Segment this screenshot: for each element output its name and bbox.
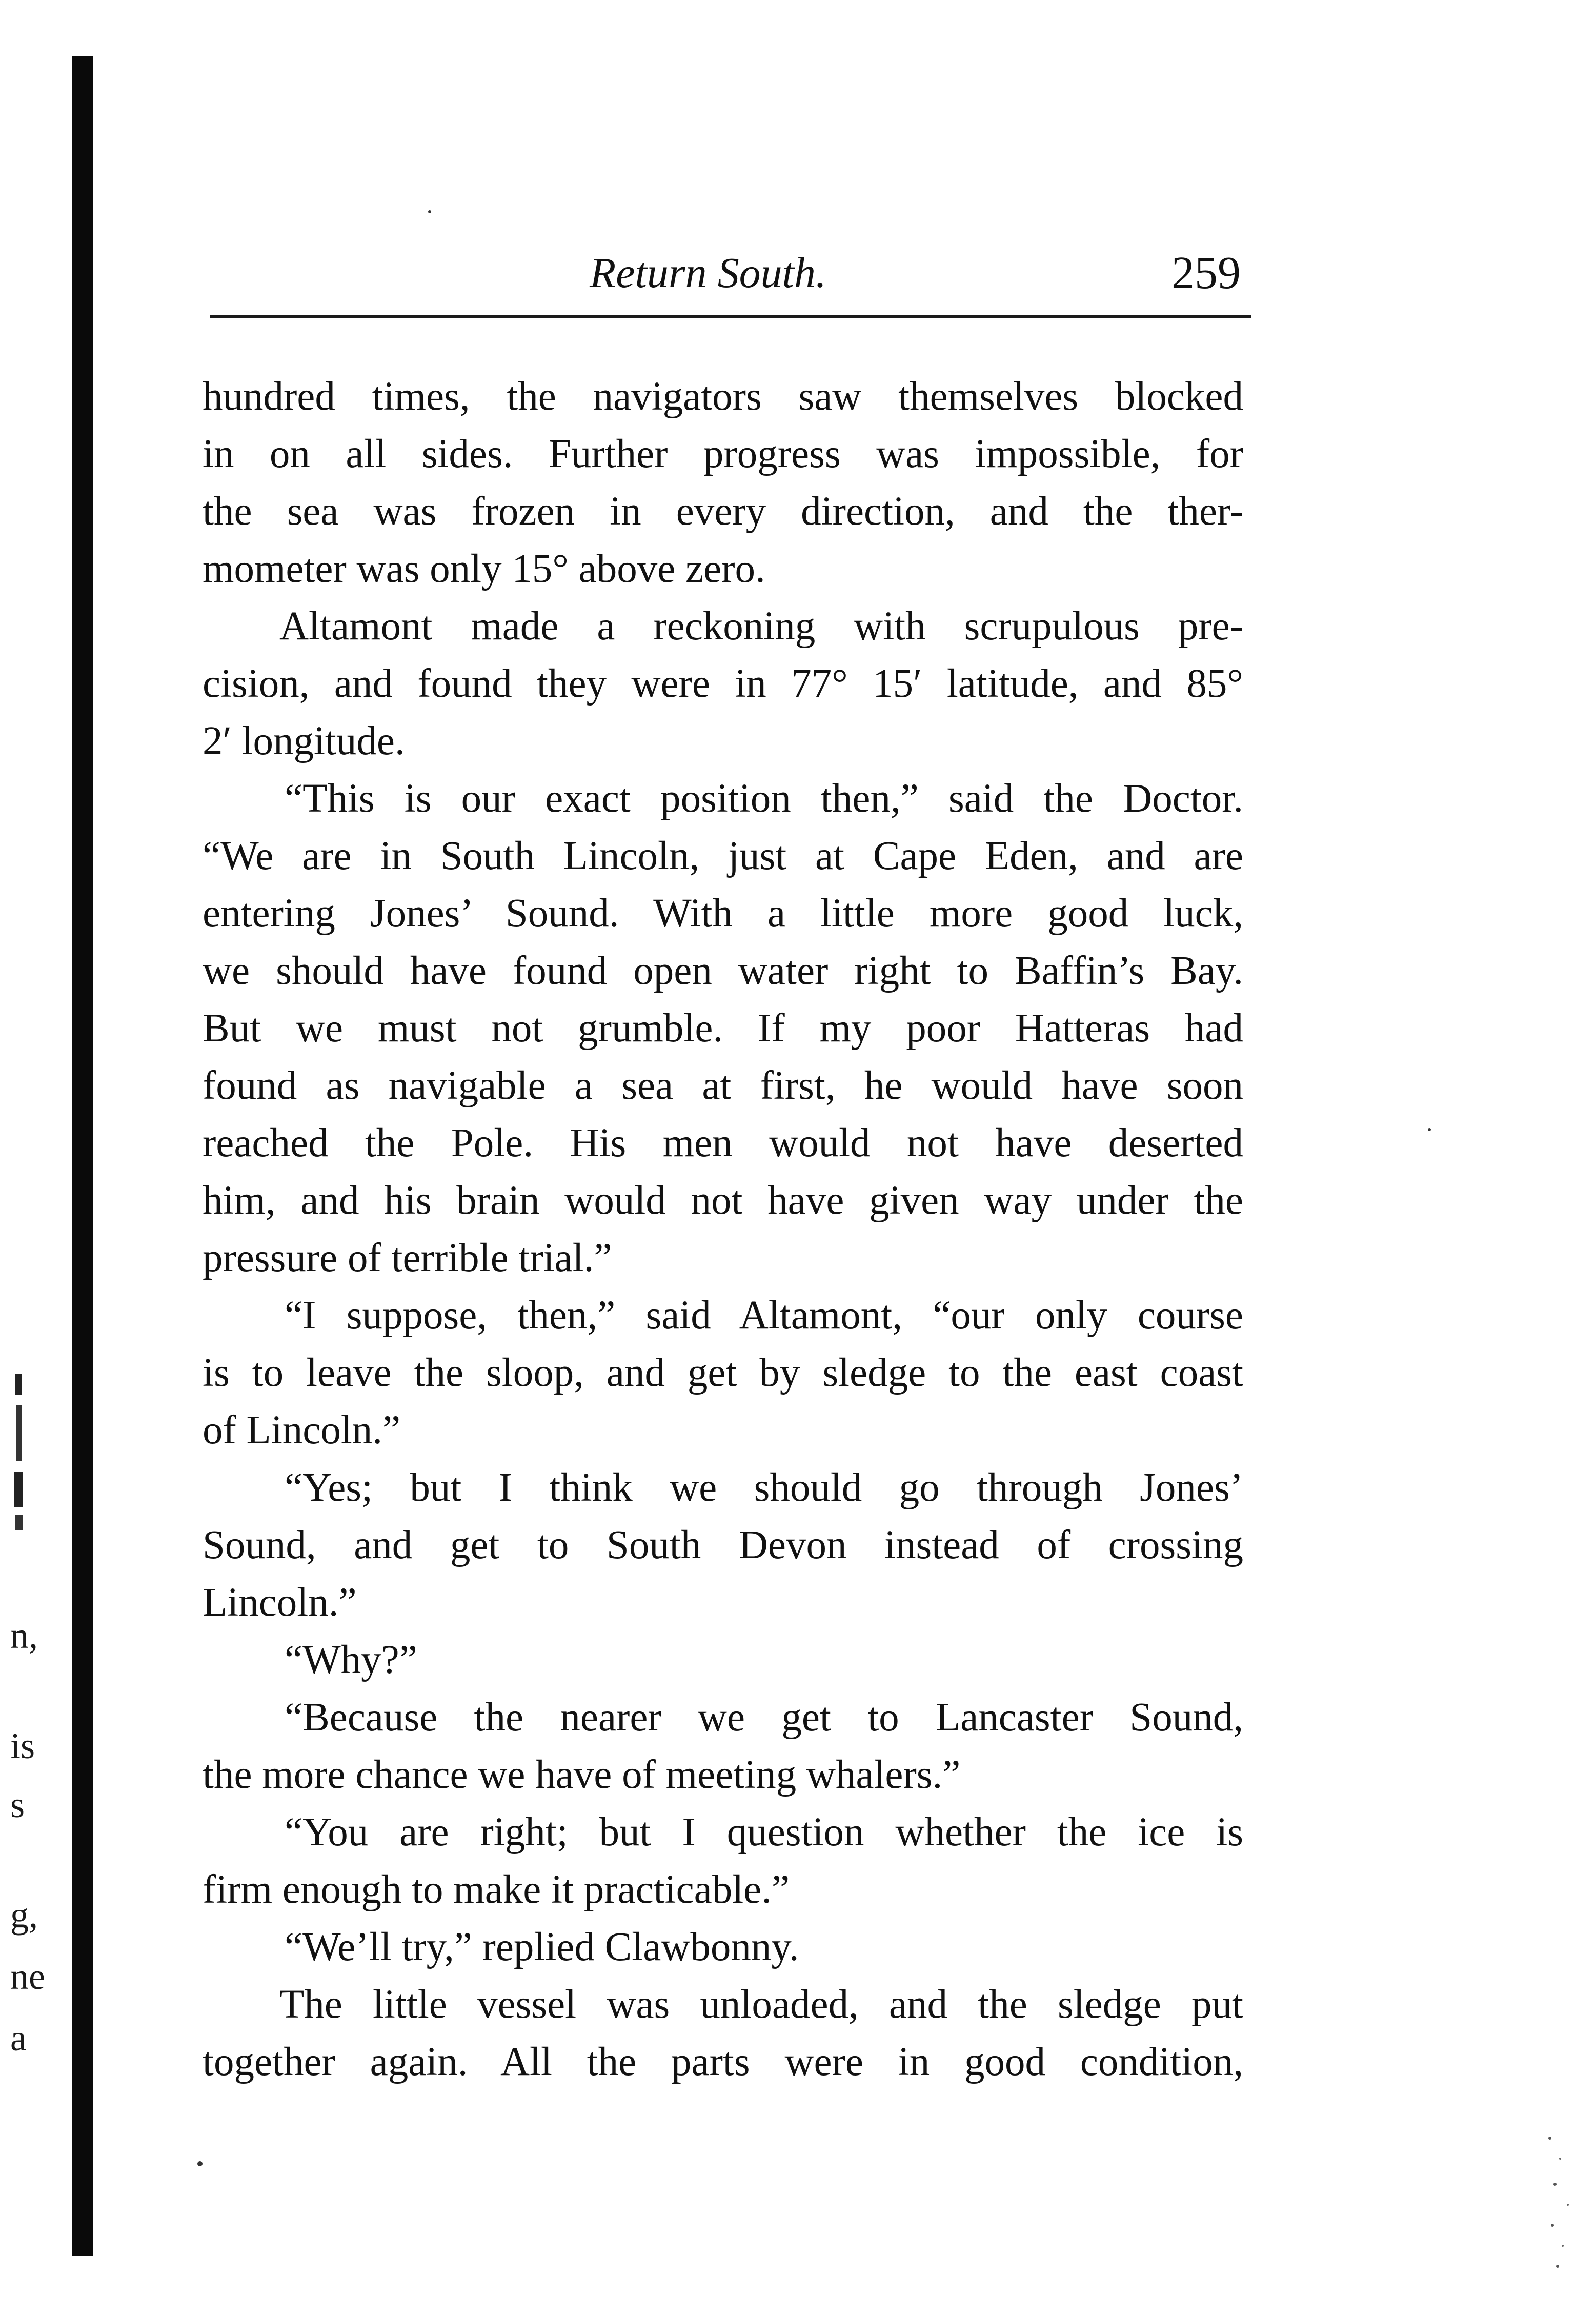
ink-speck [197,2161,203,2166]
text-line: “Why?” [285,1638,417,1682]
text-line: entering Jones’ Sound. With a little more good luck, [203,891,1243,936]
text-line: of Lincoln.” [203,1408,401,1453]
text-line: “Yes; but I think we should go through Jones’ [285,1465,1243,1510]
body-text [203,368,1243,2091]
bleed-text: g, [10,1895,38,1936]
text-line: “Because the nearer we get to Lancaster Sound, [285,1695,1243,1740]
binding-edge [72,56,93,2256]
text-line: But we must not grumble. If my poor Hatteras had [203,1006,1243,1051]
text-line: found as navigable a sea at first, he would have soon [203,1063,1243,1108]
running-head-title: Return South. [590,249,826,297]
scan-noise [1540,2128,1581,2282]
running-head [210,245,1251,301]
bleed-through-marks [5,1374,41,1538]
bleed-text: ne [10,1956,45,1997]
page-number: 259 [1171,248,1241,298]
text-line: reached the Pole. His men would not have deserted [203,1121,1243,1165]
text-line: Sound, and get to South Devon instead of crossing [203,1523,1243,1567]
bleed-text: s [10,1784,25,1825]
text-line: The little vessel was unloaded, and the sledge put [279,1982,1243,2027]
ink-speck [428,210,431,213]
text-line: 2′ longitude. [203,719,405,763]
text-line: “We are in South Lincoln, just at Cape Eden, and are [203,834,1243,878]
text-line: Altamont made a reckoning with scrupulous pre- [279,604,1243,649]
text-line: “We’ll try,” replied Clawbonny. [285,1925,799,1969]
text-line: in on all sides. Further progress was impossible, for [203,432,1243,476]
text-line: together again. All the parts were in good condition, [203,2040,1243,2084]
text-line: we should have found open water right to Baffin’s Bay. [203,949,1243,993]
text-line: firm enough to make it practicable.” [203,1867,790,1912]
ink-speck [1428,1128,1431,1131]
text-line: Lincoln.” [203,1580,357,1625]
text-line: “I suppose, then,” said Altamont, “our only course [285,1293,1243,1338]
bleed-text: is [10,1725,35,1766]
text-line: cision, and found they were in 77° 15′ latitude, and 85° [203,661,1243,706]
text-line: him, and his brain would not have given way under the [203,1178,1243,1223]
header-rule [210,315,1251,318]
text-line: mometer was only 15° above zero. [203,547,765,591]
bleed-text: n, [10,1615,38,1656]
text-line: is to leave the sloop, and get by sledge to the east coast [203,1351,1243,1395]
text-line: “This is our exact position then,” said the Doctor. [285,776,1243,821]
text-line: hundred times, the navigators saw themselves blocked [203,374,1243,419]
text-line: the sea was frozen in every direction, and the ther- [203,489,1243,534]
text-line: the more chance we have of meeting whalers.” [203,1752,961,1797]
text-line: pressure of terrible trial.” [203,1236,612,1280]
bleed-text: a [10,2018,27,2059]
text-line: “You are right; but I question whether the ice is [285,1810,1243,1855]
